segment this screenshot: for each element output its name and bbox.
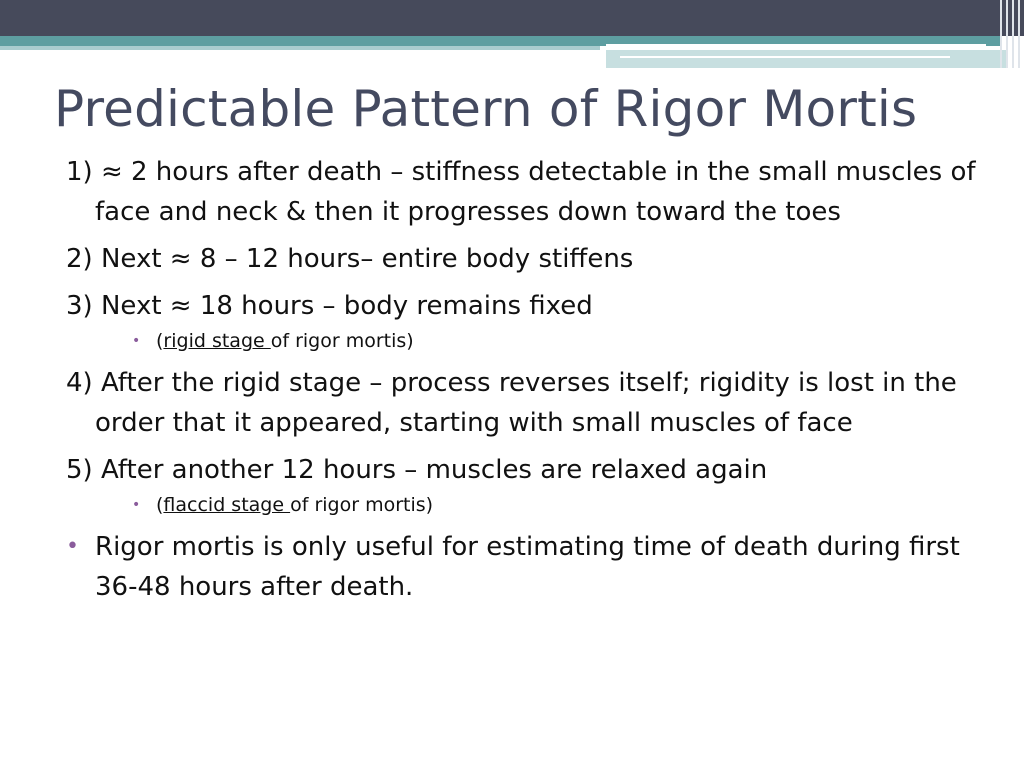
flaccid-stage-term: flaccid stage <box>163 494 291 516</box>
step-1: 1) ≈ 2 hours after death – stiffness detectable in the small muscles of face and neck & then it progresses down toward the toes <box>66 157 976 227</box>
accent-stripe-light <box>606 50 1006 68</box>
sub-open-paren: ( <box>156 330 164 352</box>
sub-open-paren: ( <box>156 494 164 516</box>
sub-text: of rigor mortis) <box>270 330 414 352</box>
step-4: 4) After the rigid stage – process reverses itself; rigidity is lost in the order that it appeared, starting with small muscles of face <box>66 368 957 438</box>
sub-bullet-rigid-stage <box>66 326 1006 356</box>
sub-text: of rigor mortis) <box>290 494 434 516</box>
slide-body <box>66 152 1006 607</box>
accent-stripe-thin <box>0 46 600 50</box>
sub-bullet-flaccid-stage <box>66 490 1006 520</box>
decorative-lines <box>998 0 1024 68</box>
slide-title: Predictable Pattern of Rigor Mortis <box>54 80 918 138</box>
summary-text: Rigor mortis is only useful for estimating time of death during first 36-48 hours after death. <box>95 532 960 602</box>
bullet-dot-icon: • <box>66 534 79 559</box>
step-3: 3) Next ≈ 18 hours – body remains fixed <box>66 291 593 321</box>
header-bar <box>0 0 1024 36</box>
step-2: 2) Next ≈ 8 – 12 hours– entire body stiffens <box>66 244 634 274</box>
step-5: 5) After another 12 hours – muscles are relaxed again <box>66 455 768 485</box>
summary-bullet <box>66 527 1006 607</box>
bullet-dot-icon: • <box>132 333 141 349</box>
accent-stripe-line <box>620 56 950 58</box>
rigid-stage-term: rigid stage <box>163 330 271 352</box>
bullet-dot-icon: • <box>132 497 141 513</box>
